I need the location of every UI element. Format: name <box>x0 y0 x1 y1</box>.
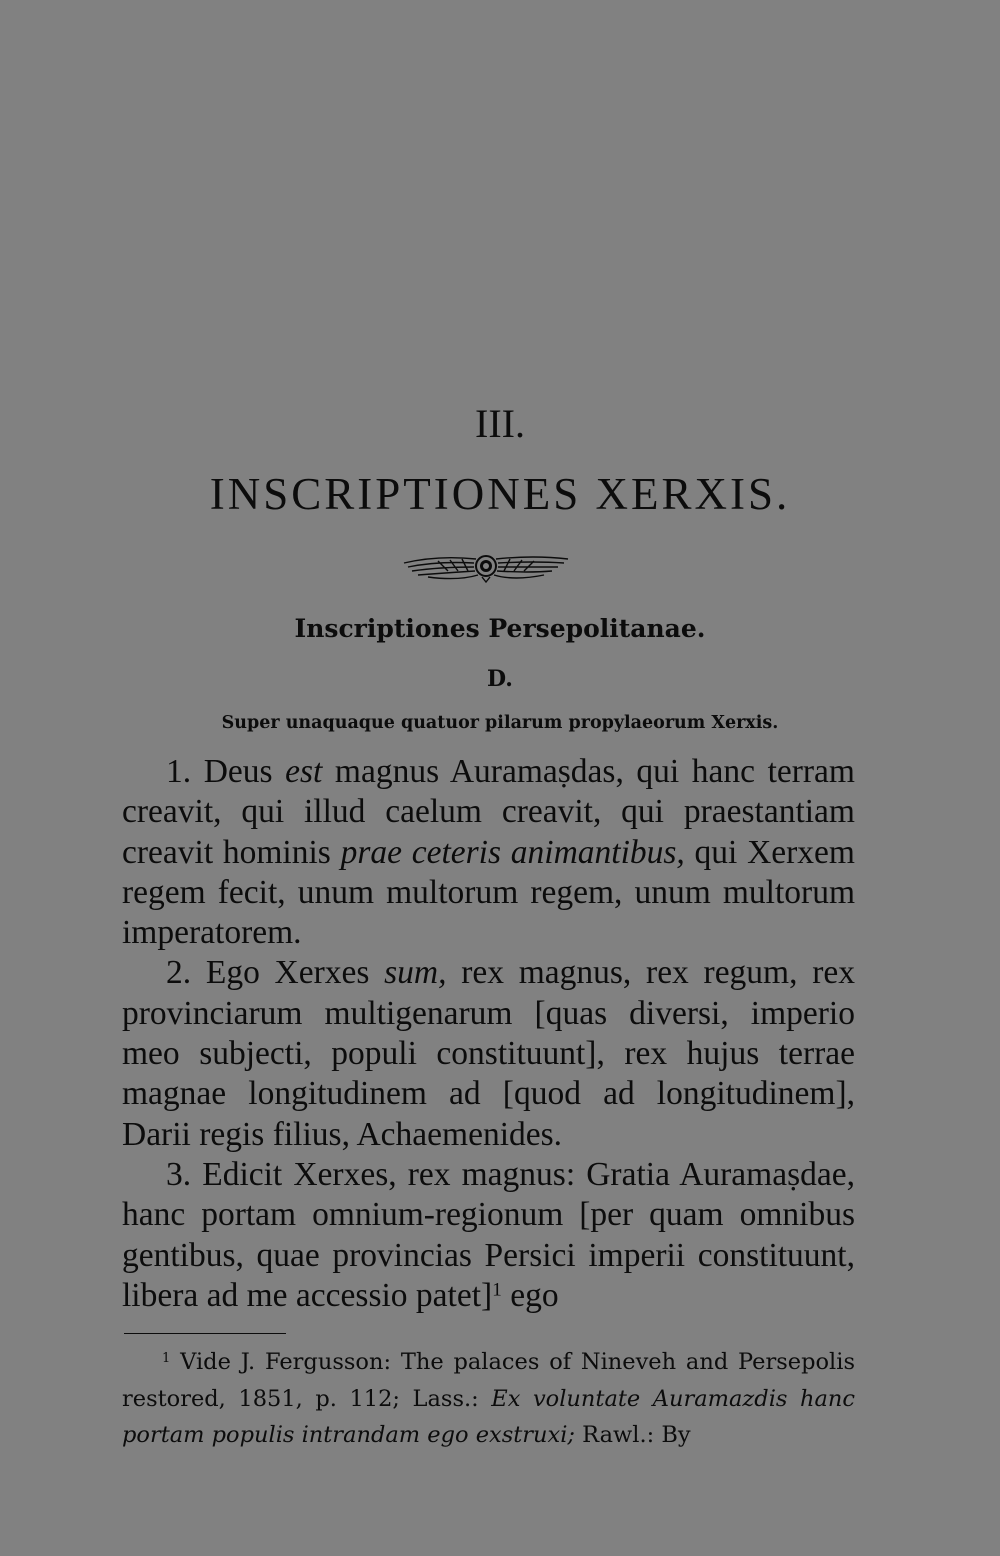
caption: Super unaquaque quatuor pilarum propylaeorum Xerxis. <box>221 713 779 733</box>
italic-run: est <box>285 753 323 790</box>
text-run: ego <box>501 1276 559 1314</box>
paragraph-3 <box>122 1155 855 1316</box>
paragraph-1 <box>122 752 855 953</box>
text-run: Edicit Xerxes, rex magnus: Gratia Auramaṣdae, hanc portam omnium-regionum [per quam omnibus gentibus, quae provincias Persici imperii constituunt, libera ad me accessio patet] <box>122 1155 855 1314</box>
text-run: Deus <box>191 753 286 790</box>
paragraph-number: 2. <box>166 954 192 992</box>
winged-disc-icon <box>398 551 574 583</box>
italic-run: prae ceteris animantibus, <box>340 833 685 871</box>
paragraph-number: 3. <box>166 1155 192 1193</box>
footnote-1 <box>122 1344 855 1454</box>
inscription-text <box>122 752 855 1316</box>
text-run: Vide J. Fergusson: The palaces of Nineveh and Persepolis restored, 1851, p. 112; Lass.: <box>122 1349 855 1412</box>
text-run: qui Xerxem regem fecit, unum multorum regem, unum multorum imperatorem. <box>122 833 855 952</box>
text-run: rex magnus, rex regum, rex provinciarum multigenarum [quas diversi, imperio meo subjecti, populi constituunt], rex hujus terrae magnae longitudinem ad [quod ad longitudinem], Darii regis filius, Achaemenides. <box>122 954 855 1153</box>
paragraph-number: 1. <box>166 753 192 790</box>
footnote <box>122 1344 855 1454</box>
text-run: Ego Xerxes <box>191 954 385 992</box>
section-letter: D. <box>487 666 513 692</box>
page-title: INSCRIPTIONES XERXIS. <box>209 469 791 519</box>
text-run: Rawl.: By <box>575 1422 691 1449</box>
section-number: III. <box>475 401 525 446</box>
footnote-marker: 1 <box>162 1350 171 1366</box>
italic-run: sum, <box>384 954 447 992</box>
paragraph-2 <box>122 953 855 1154</box>
text-run: magnus Auramaṣdas, qui hanc terram creavit, qui illud caelum creavit, qui praestantiam creavit hominis <box>122 753 855 871</box>
subtitle: Inscriptiones Persepolitanae. <box>294 614 706 643</box>
italic-run: Ex voluntate Auramazdis hanc portam populis intrandam ego exstruxi; <box>122 1385 855 1449</box>
footnote-reference[interactable]: 1 <box>492 1279 502 1301</box>
footnote-divider <box>124 1333 286 1334</box>
